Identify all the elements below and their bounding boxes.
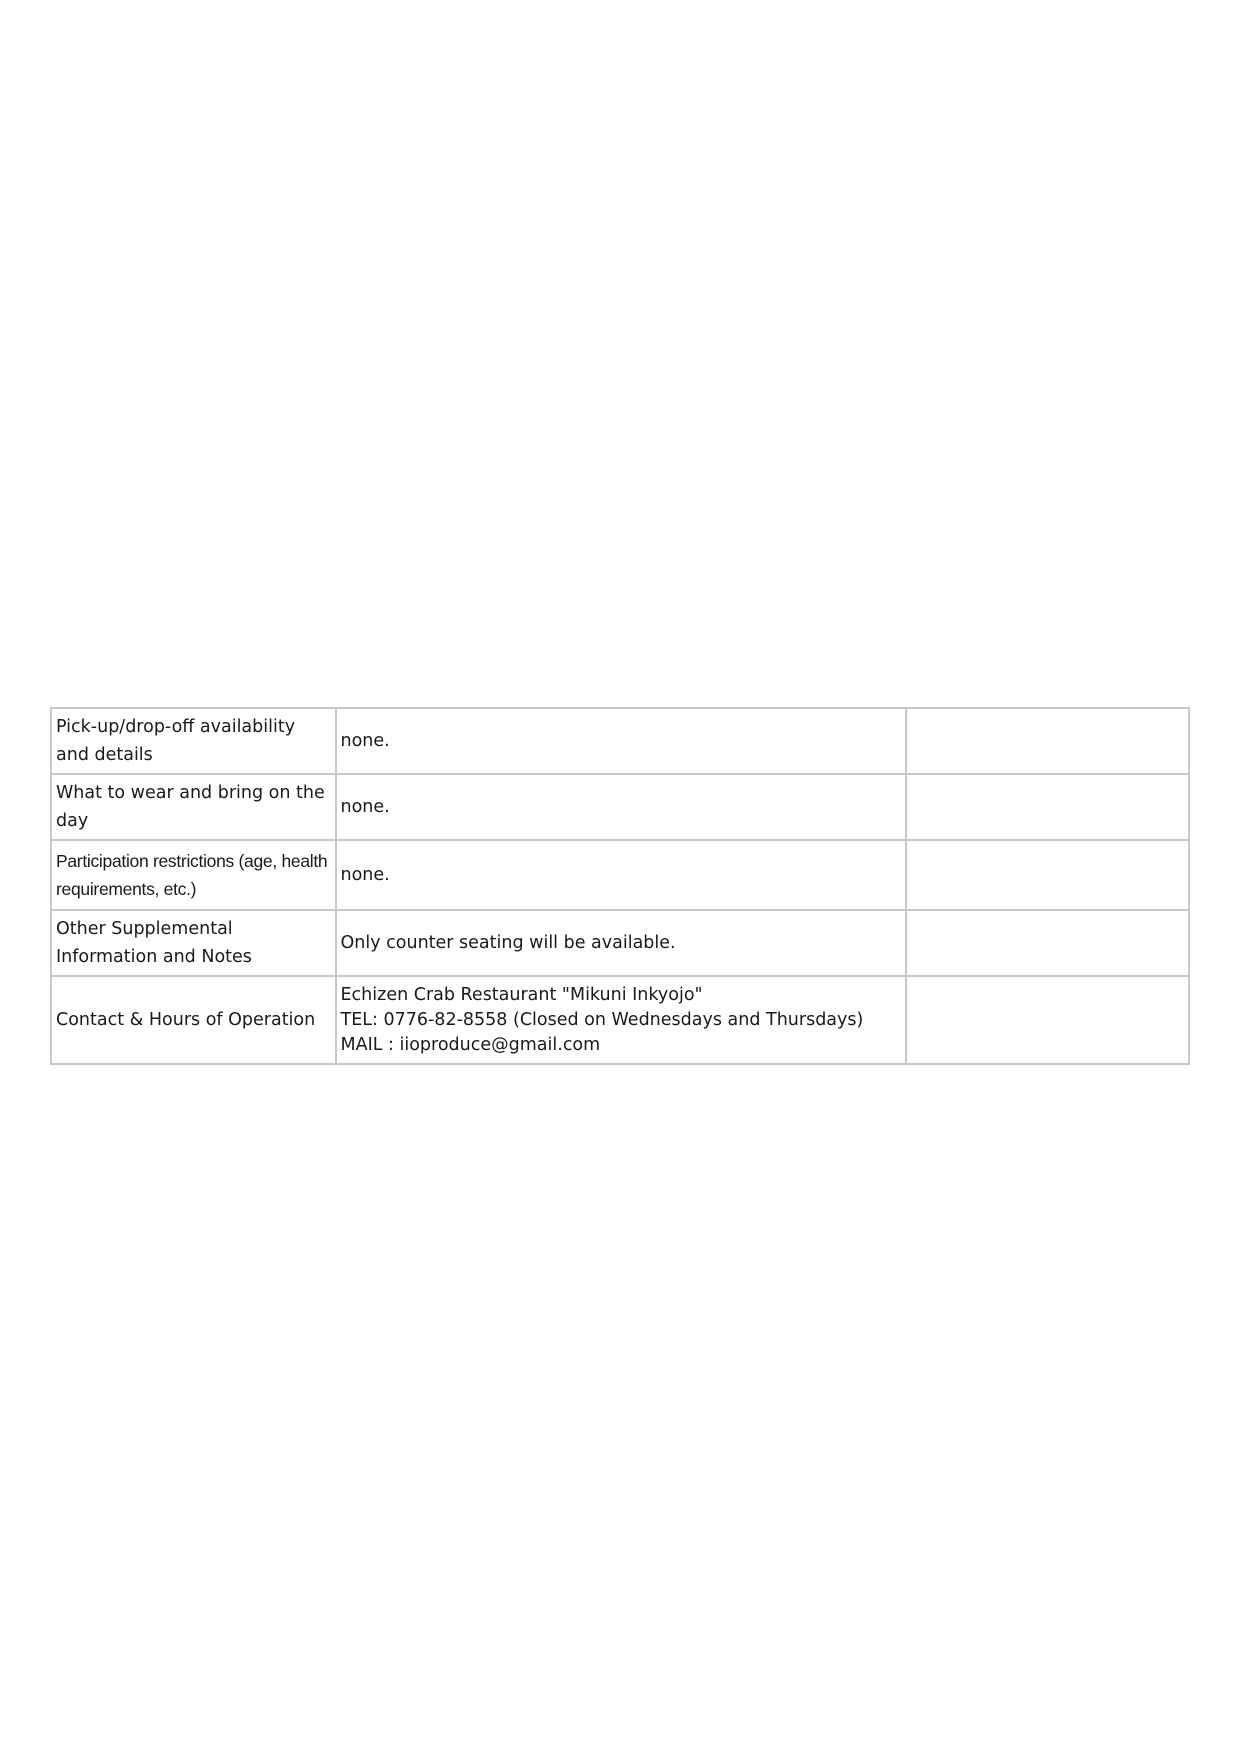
table-row-notes [51, 910, 1189, 976]
row-label: Participation restrictions (age, health requirements, etc.) [51, 840, 336, 910]
restaurant-name: Echizen Crab Restaurant "Mikuni Inkyojo" [340, 984, 703, 1005]
email-address: MAIL : iioproduce@gmail.com [340, 1034, 601, 1055]
row-extra [906, 774, 1190, 840]
info-table [50, 707, 1190, 1065]
row-value-contact [336, 976, 906, 1064]
row-value: none. [336, 840, 906, 910]
row-value: none. [336, 708, 906, 774]
table-row-what-to-wear [51, 774, 1189, 840]
phone-hours: TEL: 0776-82-8558 (Closed on Wednesdays and Thursdays) [340, 1009, 864, 1030]
row-label: What to wear and bring on the day [51, 774, 336, 840]
row-extra [906, 976, 1190, 1064]
row-label: Other Supplemental Information and Notes [51, 910, 336, 976]
table-row-contact [51, 976, 1189, 1064]
row-extra [906, 840, 1190, 910]
table-row-restrictions [51, 840, 1189, 910]
row-value: Only counter seating will be available. [336, 910, 906, 976]
row-label: Contact & Hours of Operation [51, 976, 336, 1064]
table-row-pickup [51, 708, 1189, 774]
row-value: none. [336, 774, 906, 840]
row-label: Pick-up/drop-off availability and details [51, 708, 336, 774]
row-extra [906, 910, 1190, 976]
row-extra [906, 708, 1190, 774]
